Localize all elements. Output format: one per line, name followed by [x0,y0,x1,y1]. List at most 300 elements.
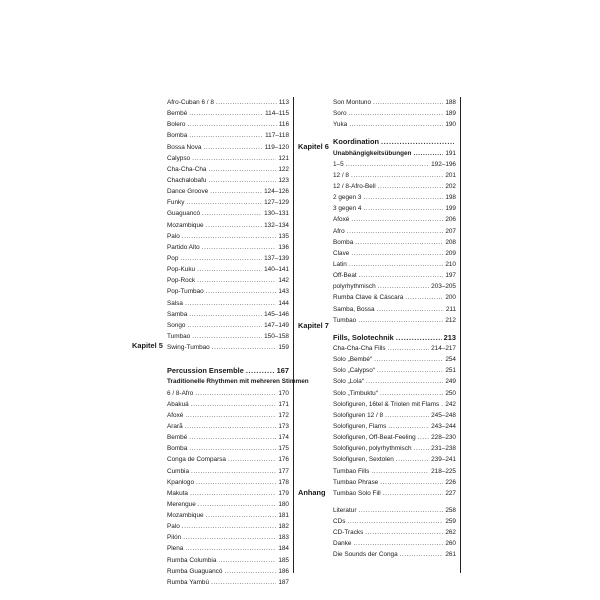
toc-entry [167,164,289,175]
dot-leader [366,376,443,387]
chapter5-heading [167,365,289,376]
toc-entry-title: Swing-Tumbao [167,344,210,352]
toc-entry-page: 140–141 [264,266,289,274]
dot-leader [358,315,443,326]
toc-entry-page: 173 [278,422,289,430]
toc-entry-page: 182 [278,523,289,531]
dot-leader [189,443,276,454]
toc-entry-title: Off-Beat [333,272,357,280]
toc-entry-title: CDs [333,518,346,526]
toc-entry [333,410,456,421]
toc-entry-title: 12 / 8-Afro-Bell [333,182,376,190]
toc-entry [333,399,456,410]
dot-leader [351,170,443,181]
appendix-label: Anhang [298,488,326,497]
toc-entry-title: 6 / 8-Afro [167,389,194,397]
toc-entry [333,343,456,354]
dot-leader [192,153,276,164]
toc-entry-title: Bomba [167,445,188,453]
chapter6-heading [333,136,456,147]
toc-entry [167,510,289,521]
dot-leader [208,175,276,186]
toc-entry-page: 251 [445,367,456,375]
toc-entry-page: 171 [278,400,289,408]
toc-entry [167,432,289,443]
dot-leader [381,136,454,147]
toc-entry-title: Tumbao [167,332,191,340]
dot-leader [197,264,262,275]
toc-entry-title: Koordination [333,137,379,147]
toc-entry-page: 184 [278,545,289,553]
toc-entry-title: Pop [167,254,179,262]
dot-leader [182,231,277,242]
toc-entry-page: 122 [278,165,289,173]
toc-entry-page: 178 [278,478,289,486]
toc-entry-title: Mozambique [167,221,204,229]
dot-leader [224,566,276,577]
toc-entry-title: Rumba Columbia [167,556,217,564]
toc-entry-title: Danke [333,540,352,548]
toc-entry-page: 176 [278,456,289,464]
dot-leader [353,538,443,549]
toc-entry [333,119,456,130]
toc-entry-page: 218–225 [431,467,456,475]
toc-entry [333,454,456,465]
dot-leader [192,331,262,342]
toc-entry-title: Rumba Yambú [167,578,210,586]
toc-entry-title: Solo „Lola“ [333,378,364,386]
dot-leader [183,532,276,543]
toc-entry [333,304,456,315]
toc-entry [333,421,456,432]
toc-entry-page: 147–149 [264,321,289,329]
toc-entry-title: Mozambique [167,512,204,520]
toc-entry-page: 200 [445,294,456,302]
toc-entry-title: Songo [167,321,186,329]
dot-leader [206,220,263,231]
chapter6-subtitle [333,148,456,159]
toc-entry [333,365,456,376]
toc-entry-page: 211 [445,305,456,313]
toc-entry-page: 192–196 [431,160,456,168]
toc-entry-page: 213 [443,332,456,342]
dot-leader [396,454,429,465]
toc-entry-page: 150–158 [264,332,289,340]
toc-entry [167,264,289,275]
toc-entry-title: Merengue [167,500,196,508]
dot-leader [185,421,277,432]
toc-entry-page: 114–115 [265,110,289,118]
toc-entry-title: Unabhängigkeitsübungen [333,149,412,157]
toc-entry-page: 197 [445,272,456,280]
toc-entry [333,237,456,248]
toc-entry-page: 123 [278,176,289,184]
dot-leader [202,242,277,253]
toc-entry-page: 259 [445,518,456,526]
toc-entry-page: 243–244 [431,422,456,430]
toc-entry [333,432,456,443]
toc-entry-page: 136 [278,243,289,251]
dot-leader [374,354,443,365]
dot-leader [185,543,276,554]
dot-leader [418,432,429,443]
toc-entry-title: Clave [333,249,350,257]
dot-leader [202,208,262,219]
toc-entry-page: 179 [278,489,289,497]
left-toc-column [167,97,309,588]
toc-entry-title: Tumbao Phrase [333,478,379,486]
dot-leader [197,275,276,286]
toc-entry [333,505,456,516]
toc-entry-page: 249 [445,378,456,386]
toc-entry [167,555,289,566]
toc-entry [333,259,456,270]
toc-entry-title: 1–5 [333,160,344,168]
dot-leader [189,130,263,141]
toc-entry-title: Fills, Solotechnik [333,332,394,342]
dot-leader [189,108,263,119]
toc-entry [167,153,289,164]
dot-leader [210,186,262,197]
toc-entry [167,197,289,208]
toc-entry-title: Salsa [167,299,183,307]
dot-leader [363,203,443,214]
toc-entry [333,97,456,108]
toc-entry-page: 208 [445,238,456,246]
toc-entry-title: Chachalobafu [167,176,207,184]
toc-entry [167,566,289,577]
chapter7-heading [333,332,456,343]
toc-entry [167,521,289,532]
dot-leader [211,577,276,588]
toc-entry [333,270,456,281]
toc-entry-title: Partido Alto [167,243,200,251]
toc-entry-title: 3 gegen 4 [333,205,362,213]
toc-entry-title: Solo „Calypso“ [333,367,375,375]
toc-entry [167,97,289,108]
toc-entry-title: Soro [333,110,347,118]
toc-entry [333,488,456,499]
toc-entry-title: Cha-Cha-Cha [167,165,207,173]
toc-entry-page: 117–118 [265,132,289,140]
dot-leader [413,148,443,159]
toc-entry-page: 187 [278,578,289,586]
dot-leader [358,505,443,516]
toc-entry [333,108,456,119]
toc-entry-title: CD-Tracks [333,529,364,537]
toc-entry [167,242,289,253]
dot-leader [189,309,262,320]
toc-entry-page: 203–205 [431,283,456,291]
toc-entry [167,421,289,432]
dot-leader [400,549,444,560]
dot-leader [185,298,276,309]
toc-entry-title: Palo [167,232,180,240]
toc-entry-page: 159 [278,344,289,352]
toc-entry-page: 132–134 [264,221,289,229]
toc-entry-title: Afoxé [333,216,350,224]
toc-entry-page: 127–129 [264,199,289,207]
toc-entry-title: Conga de Comparsa [167,456,226,464]
toc-entry-title: Afoxé [167,411,184,419]
toc-entry [167,186,289,197]
toc-entry [167,331,289,342]
toc-entry-title: Pilón [167,534,182,542]
dot-leader [349,119,443,130]
toc-entry-page: 143 [278,288,289,296]
dot-leader [195,388,276,399]
toc-entry [167,399,289,410]
dot-leader [377,304,444,315]
toc-entry [167,142,289,153]
toc-entry [333,516,456,527]
toc-entry-page: 201 [445,171,456,179]
toc-entry [333,292,456,303]
toc-entry-page: 137–139 [264,254,289,262]
dot-leader [198,499,277,510]
toc-entry-page: 250 [445,389,456,397]
toc-entry [167,477,289,488]
toc-entry-title: Guaguancó [167,210,201,218]
dot-leader [351,248,443,259]
toc-entry-page: 239–241 [431,456,456,464]
dot-leader [196,477,276,488]
toc-entry-title: Bolero [167,121,186,129]
dot-leader [351,214,443,225]
dot-leader [388,343,430,354]
dot-leader [378,181,444,192]
toc-entry [167,466,289,477]
dot-leader [189,432,276,443]
toc-entry-page: 231–238 [431,445,456,453]
dot-leader [212,342,277,353]
dot-leader [246,365,275,376]
dot-leader [216,97,277,108]
dot-leader [359,270,444,281]
dot-leader [347,516,443,527]
toc-entry-title: Tumbao Fills [333,467,370,475]
toc-entry [167,220,289,231]
toc-entry [167,577,289,588]
dot-leader [378,281,429,292]
dot-leader [206,510,277,521]
toc-entry [167,488,289,499]
toc-entry-title: Solofiguren, Sextolen [333,456,394,464]
toc-entry-title: Rumba Guaguancó [167,567,223,575]
toc-entry [167,108,289,119]
dot-leader [383,488,444,499]
toc-entry-page: 121 [278,154,289,162]
toc-entry [333,170,456,181]
dot-leader [371,466,429,477]
toc-entry-page: 226 [445,478,456,486]
dot-leader [414,443,430,454]
toc-entry [167,130,289,141]
toc-entry-title: Afro-Cuban 6 / 8 [167,99,214,106]
toc-entry [167,253,289,264]
toc-entry-title: Makuta [167,489,188,497]
toc-entry-page: 198 [445,194,456,202]
toc-entry-title: Tumbao Solo Fill [333,489,381,497]
toc-entry-title: Yuka [333,121,348,129]
toc-entry-page: 124–126 [264,188,289,196]
toc-entry-title: Funky [167,199,185,207]
toc-entry [167,532,289,543]
toc-entry [333,248,456,259]
toc-entry-title: Bomba [333,238,354,246]
toc-entry [333,281,456,292]
toc-entry [333,315,456,326]
dot-leader [185,410,276,421]
dot-leader [187,320,262,331]
toc-entry [167,286,289,297]
dot-leader [186,197,262,208]
toc-entry-page: 261 [445,551,456,559]
toc-entry-title: Cha-Cha-Cha Fills [333,344,386,352]
toc-entry [167,454,289,465]
dot-leader [347,226,444,237]
toc-entry-title: Latin [333,260,347,268]
toc-entry-title: Solo „Timbuktu“ [333,389,378,397]
toc-entry [167,410,289,421]
dot-leader [191,466,276,477]
dot-leader [373,97,443,108]
toc-entry [333,159,456,170]
toc-entry [333,443,456,454]
toc-entry-title: Plena [167,545,184,553]
toc-entry [333,354,456,365]
toc-entry [167,175,289,186]
dot-leader [363,192,443,203]
toc-entry-page: 209 [445,249,456,257]
toc-entry [167,443,289,454]
toc-entry [167,298,289,309]
toc-entry-page: 188 [445,99,456,106]
toc-entry-title: Samba, Bossa [333,305,375,313]
toc-entry-page: 144 [278,299,289,307]
toc-entry [333,477,456,488]
toc-entry-page: 145–146 [264,310,289,318]
dot-leader [182,521,277,532]
dot-leader [349,108,444,119]
toc-entry-title: Literatur [333,506,357,514]
toc-entry [333,527,456,538]
toc-entry [167,388,289,399]
toc-entry-title: Solo „Bembé“ [333,356,373,364]
toc-entry [167,231,289,242]
toc-entry-title: Percussion Ensemble [167,366,244,376]
toc-entry [167,320,289,331]
toc-entry-page: 135 [278,232,289,240]
dot-leader [388,421,429,432]
dot-leader [349,259,443,270]
toc-entry-page: 119–120 [264,143,289,151]
toc-entry [333,466,456,477]
toc-entry-page: 227 [445,489,456,497]
toc-entry-title: Afro [333,227,345,235]
toc-entry-page: 185 [278,556,289,564]
toc-entry-page: 183 [278,534,289,542]
toc-entry-page: 113 [278,99,289,106]
toc-entry-page: 177 [278,467,289,475]
dot-leader [218,555,276,566]
toc-entry-page: 207 [445,227,456,235]
toc-entry-title: Samba [167,310,188,318]
toc-entry-title: Dance Groove [167,188,209,196]
dot-leader [203,142,262,153]
toc-entry [167,275,289,286]
dot-leader [380,388,443,399]
toc-entry-page: 214–217 [431,344,456,352]
right-toc-column [333,97,456,561]
toc-entry-page: 199 [445,205,456,213]
toc-entry-page: 116 [278,121,289,129]
toc-entry-page: 181 [278,512,289,520]
toc-entry [333,181,456,192]
toc-entry-title: Son Montuno [333,99,372,106]
toc-entry-page: 189 [445,110,456,118]
toc-entry-title: Abakuá [167,400,189,408]
toc-entry-title: Pop-Rock [167,277,196,285]
toc-entry-title: Traditionelle Rhythmen mit mehreren Stimmen [167,378,309,386]
toc-entry-page: 242 [445,400,456,408]
chapter5-subtitle [167,376,309,387]
chapter5-label: Kapitel 5 [132,341,163,350]
toc-entry-title: Pop-Tumbao [167,288,204,296]
toc-entry-page: 228–230 [431,434,456,442]
toc-entry [333,192,456,203]
toc-entry-title: Bembé [167,110,188,118]
toc-entry-title: Rumba Clave & Cáscara [333,294,404,302]
toc-entry [167,499,289,510]
toc-entry-page: 172 [278,411,289,419]
toc-entry-page: 254 [445,356,456,364]
dot-leader [355,237,443,248]
toc-entry-title: Die Sounds der Conga [333,551,398,559]
toc-entry-title: Pop-Kuku [167,266,196,274]
toc-entry-title: Solofiguren, Flams [333,422,387,430]
dot-leader [441,399,443,410]
toc-entry-title: 2 gegen 3 [333,194,362,202]
toc-entry-title: Solofiguren, polyrhythmisch [333,445,412,453]
toc-entry-page: 174 [278,434,289,442]
dot-leader [208,164,276,175]
toc-entry-page: 210 [445,260,456,268]
toc-entry-page: 190 [445,121,456,129]
dot-leader [377,365,443,376]
toc-entry [167,309,289,320]
toc-entry-title: Solofiguren, Off-Beat-Feeling [333,434,416,442]
toc-entry [167,543,289,554]
toc-entry [333,203,456,214]
toc-entry [333,214,456,225]
toc-entry [333,376,456,387]
toc-entry-page: 170 [278,389,289,397]
toc-entry-title: Ararã [167,422,183,430]
right-divider-line [460,97,461,573]
toc-entry-title: Bossa Nova [167,143,202,151]
dot-leader [346,159,429,170]
toc-entry-page: 212 [445,316,456,324]
dot-leader [396,332,442,343]
dot-leader [190,488,276,499]
toc-entry-page: 180 [278,500,289,508]
toc-entry [333,549,456,560]
chapter6-label: Kapitel 6 [298,142,329,151]
toc-entry-title: Kpanlogo [167,478,195,486]
toc-entry-title: polyrhythmisch [333,283,376,291]
toc-entry-title: Palo [167,523,180,531]
